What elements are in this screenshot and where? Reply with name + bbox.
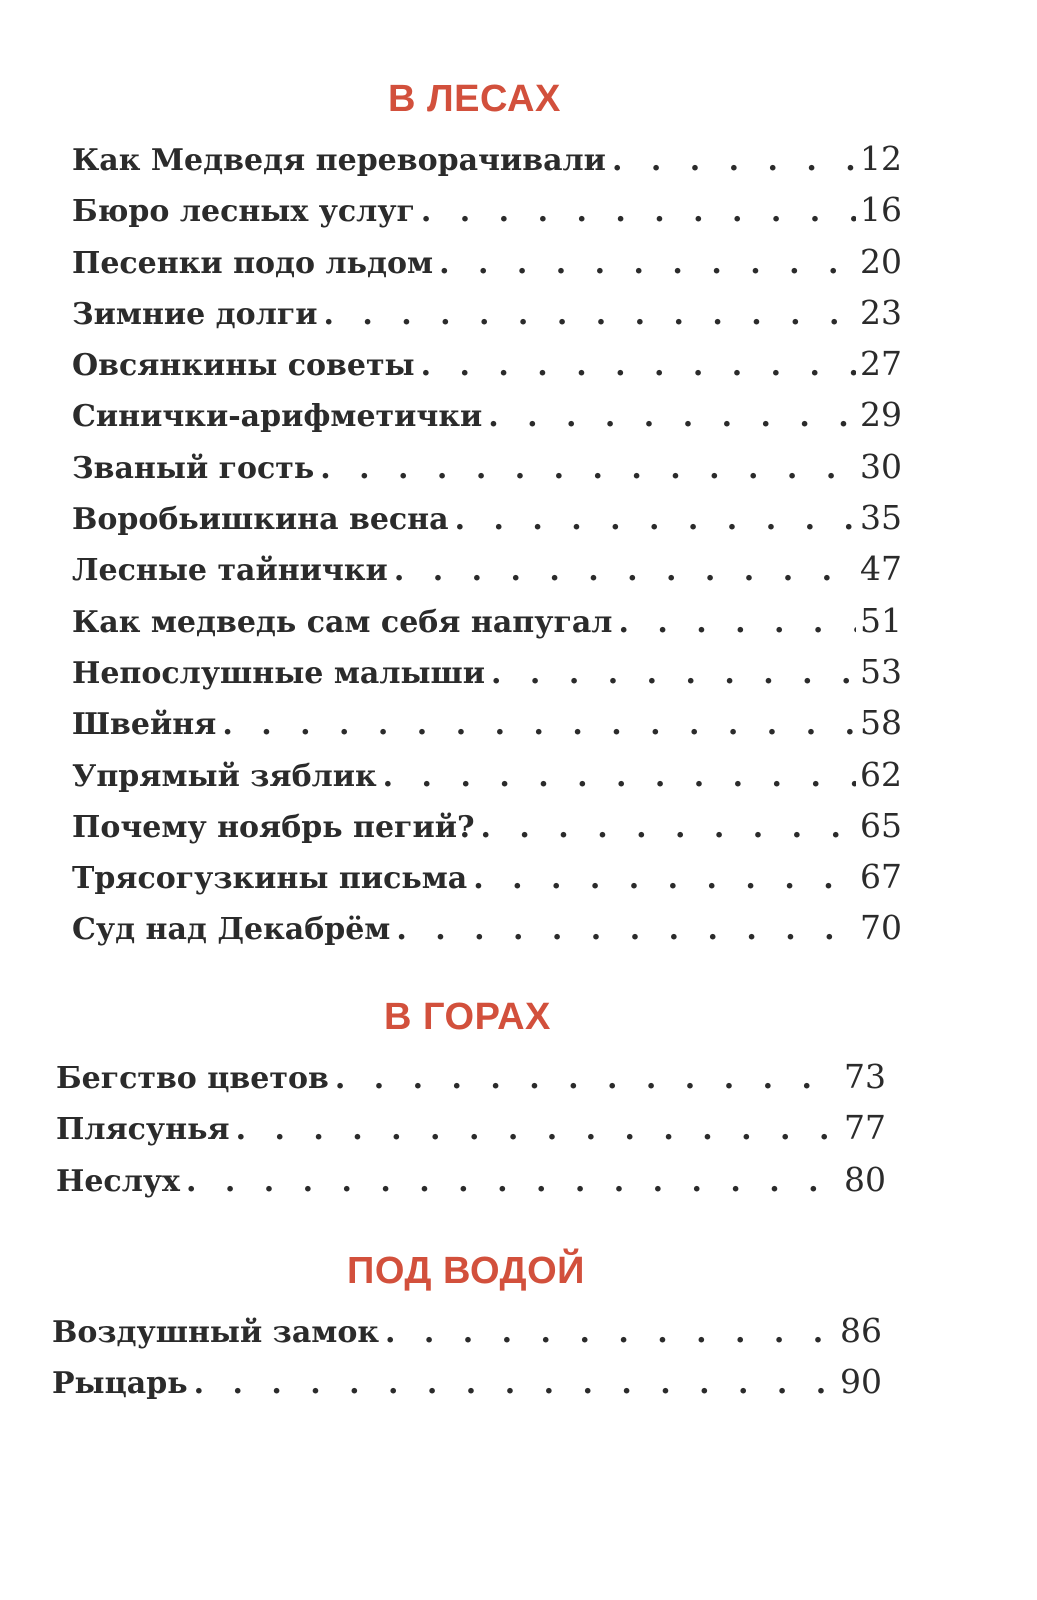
toc-entry[interactable]: [72, 287, 902, 338]
toc-entry-title: Бегство цветов: [56, 1061, 329, 1096]
toc-entry-title: Бюро лесных услуг: [72, 194, 415, 230]
dot-leader: [396, 904, 856, 955]
dot-leader: [335, 1053, 840, 1104]
dot-leader: [439, 238, 856, 289]
toc-entry-page: 53: [860, 651, 902, 691]
toc-entry-page: 58: [860, 703, 902, 743]
toc-entry-title: Лесные тайнички: [72, 553, 388, 589]
toc-entry-title: Песенки подо льдом: [72, 245, 434, 281]
toc-entry-title: Званый гость: [72, 450, 315, 486]
toc-entry-title: Упрямый зяблик: [72, 758, 377, 794]
dot-leader: [323, 289, 856, 340]
dot-leader: [394, 545, 856, 596]
toc-entry[interactable]: [72, 749, 902, 800]
toc-entry-title: Синички-арифметички: [72, 399, 483, 435]
section-title-mountains: В ГОРАХ: [384, 996, 551, 1038]
section-title-underwater: ПОД ВОДОЙ: [347, 1250, 585, 1292]
section-title-forests: В ЛЕСАХ: [388, 78, 561, 120]
toc-entry[interactable]: [72, 338, 902, 389]
dot-leader: [194, 1358, 836, 1409]
dot-leader: [488, 391, 856, 442]
toc-entry[interactable]: [72, 441, 902, 492]
toc-entry-title: Воробьишкина весна: [72, 502, 449, 538]
toc-entry-title: Овсянкины советы: [72, 348, 415, 384]
toc-entry-title: Как Медведя переворачивали: [72, 143, 606, 178]
dot-leader: [421, 186, 856, 237]
toc-entry[interactable]: [72, 133, 902, 184]
toc-entry-page: 20: [860, 241, 902, 281]
toc-entry-page: 65: [860, 805, 902, 845]
toc-entry-title: Плясунья: [56, 1112, 230, 1148]
dot-leader: [491, 648, 856, 699]
toc-entry[interactable]: [72, 389, 902, 440]
toc-entry-title: Суд над Декабрём: [72, 912, 391, 948]
toc-entry[interactable]: [56, 1154, 886, 1205]
toc-entry-page: 29: [860, 395, 902, 435]
toc-entry[interactable]: [72, 543, 902, 594]
toc-entry-page: 16: [860, 190, 902, 230]
toc-entry-page: 47: [860, 549, 902, 589]
toc-entry-page: 86: [840, 1311, 882, 1350]
toc-entry[interactable]: [72, 902, 902, 953]
toc-entry[interactable]: [72, 800, 902, 851]
toc-entry[interactable]: [72, 184, 902, 235]
toc-entry-title: Как медведь сам себя напугал: [72, 604, 613, 640]
dot-leader: [222, 699, 856, 750]
toc-entry-page: 51: [860, 600, 902, 640]
toc-list-mountains: [56, 1051, 886, 1205]
toc-entry-page: 73: [844, 1057, 886, 1096]
toc-entry[interactable]: [72, 595, 902, 646]
dot-leader: [385, 1307, 836, 1358]
toc-entry-title: Непослушные малыши: [72, 655, 486, 691]
toc-list-underwater: [52, 1305, 882, 1408]
toc-entry-title: Рыцарь: [52, 1366, 188, 1402]
toc-entry-page: 12: [860, 139, 902, 178]
toc-entry[interactable]: [56, 1051, 886, 1102]
toc-entry[interactable]: [72, 697, 902, 748]
toc-entry[interactable]: [52, 1356, 882, 1407]
dot-leader: [236, 1104, 840, 1155]
toc-entry-page: 77: [844, 1108, 886, 1148]
dot-leader: [612, 135, 856, 186]
dot-leader: [473, 853, 856, 904]
toc-entry-title: Трясогузкины письма: [72, 861, 468, 897]
toc-entry-title: Воздушный замок: [52, 1315, 379, 1350]
toc-list-forests: [72, 133, 902, 954]
dot-leader: [455, 494, 856, 545]
toc-entry-page: 70: [860, 908, 902, 948]
toc-entry-page: 27: [860, 344, 902, 384]
toc-entry-page: 67: [860, 857, 902, 897]
dot-leader: [383, 751, 856, 802]
dot-leader: [186, 1156, 840, 1207]
toc-entry-title: Неслух: [56, 1163, 180, 1199]
toc-entry-page: 62: [860, 754, 902, 794]
toc-entry[interactable]: [72, 646, 902, 697]
toc-entry-title: Почему ноябрь пегий?: [72, 809, 475, 845]
toc-entry[interactable]: [52, 1305, 882, 1356]
toc-entry-title: Зимние долги: [72, 296, 318, 332]
toc-entry-page: 30: [860, 446, 902, 486]
toc-entry[interactable]: [72, 851, 902, 902]
dot-leader: [618, 597, 856, 648]
toc-entry-title: Швейня: [72, 707, 217, 743]
toc-entry[interactable]: [72, 492, 902, 543]
dot-leader: [320, 443, 856, 494]
toc-entry-page: 23: [860, 292, 902, 332]
toc-entry[interactable]: [72, 236, 902, 287]
toc-entry-page: 80: [844, 1159, 886, 1199]
toc-entry[interactable]: [56, 1102, 886, 1153]
toc-entry-page: 35: [860, 498, 902, 538]
toc-entry-page: 90: [840, 1362, 882, 1402]
dot-leader: [421, 340, 856, 391]
dot-leader: [481, 802, 856, 853]
